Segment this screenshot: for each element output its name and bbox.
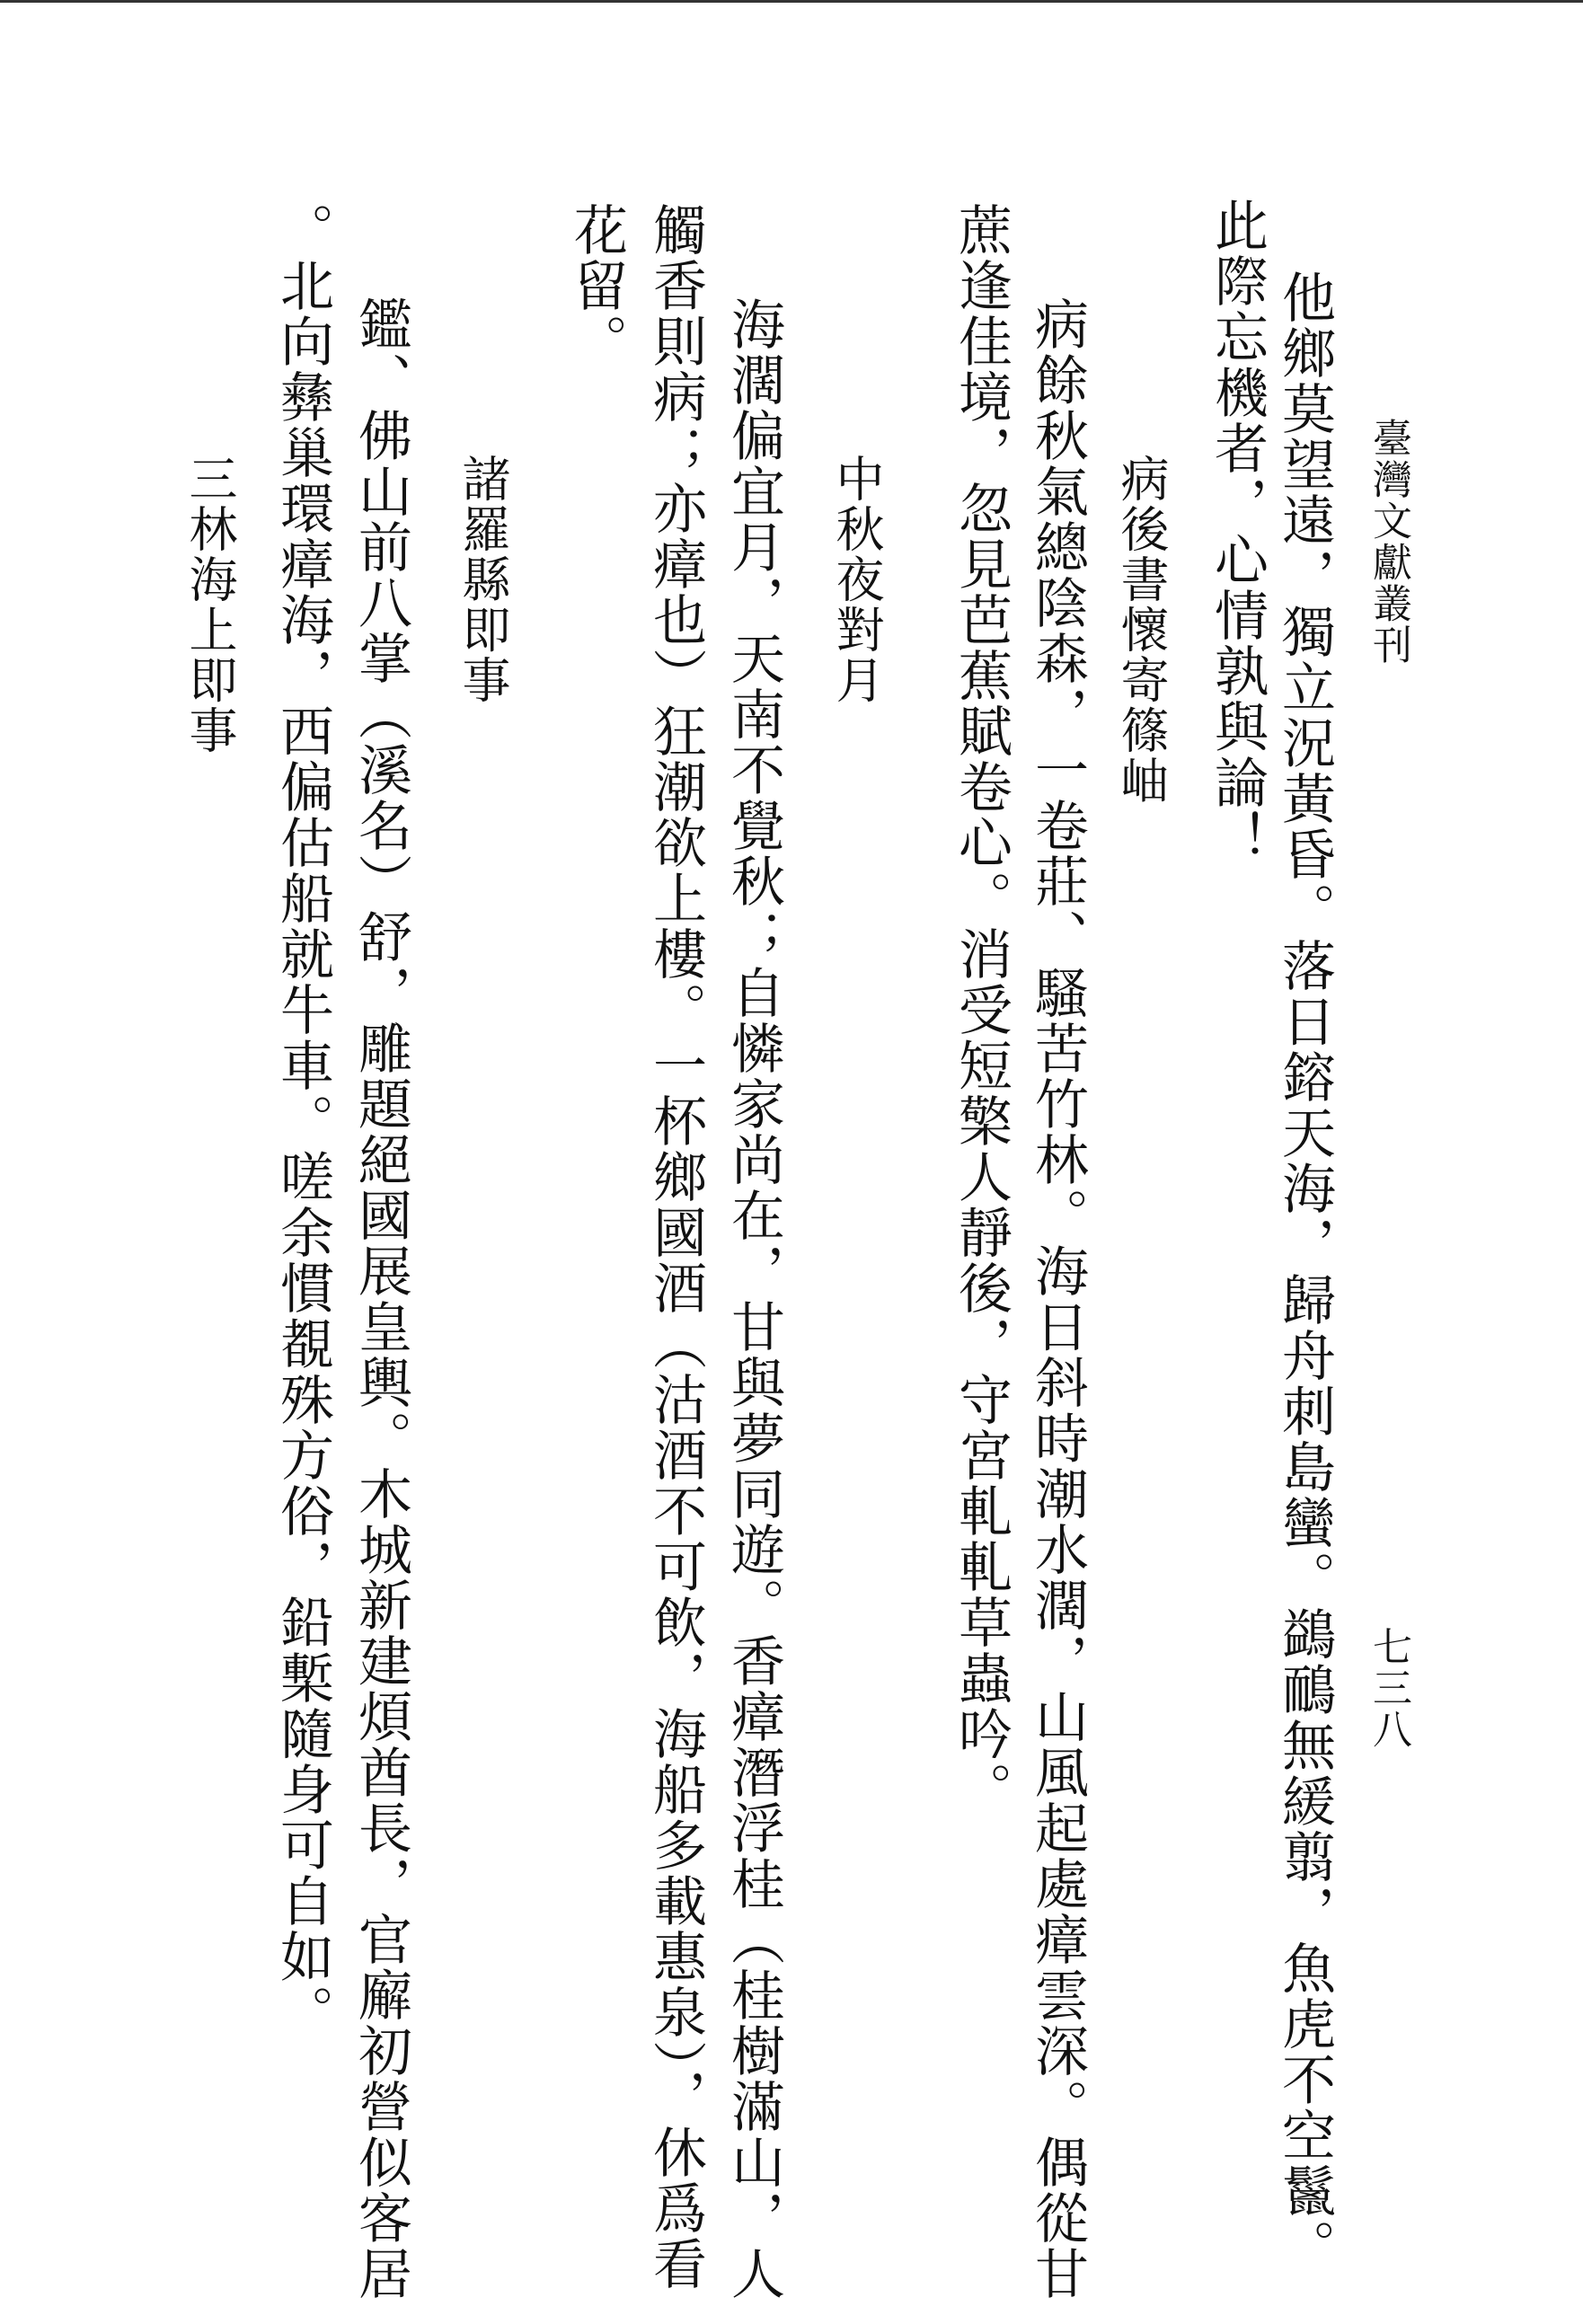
poem-title: 三林海上即事 [181, 454, 238, 756]
poem-line: 此際忘機者，心情孰與論！ [1206, 198, 1269, 866]
poem-line: 海濶偏宜月，天南不覺秋；自憐家尚在，甘與夢同遊。香瘴潛浮桂（桂樹滿山，人 [722, 296, 785, 2302]
poem-title: 病後書懷寄篠岫 [1113, 454, 1170, 806]
top-border-rule [0, 0, 1583, 3]
poem-line: 觸香則病；亦瘴也）狂潮欲上樓。一杯鄉國酒（沽酒不可飲，海船多載惠泉），休爲看 [644, 202, 707, 2292]
poem-line: 花留。 [565, 202, 628, 369]
poem-title: 中秋夜對月 [828, 454, 885, 705]
poem-line: 病餘秋氣總陰森，一卷莊、騷苦竹林。海日斜時潮水濶，山風起處瘴雲深。偶從甘 [1026, 296, 1089, 2302]
poem-line: 。北向彝巢環瘴海，西偏估船就牛車。嗟余慣覩殊方俗，鉛槧隨身可自如。 [271, 202, 334, 2040]
poem-line: 蔗逢佳境，忽見芭蕉賦卷心。消受短檠人靜後，守宮軋軋草蟲吟。 [950, 202, 1013, 1817]
poem-title: 諸羅縣即事 [455, 454, 511, 705]
poem-line: 鑑、佛山前八掌（溪名）舒，雕題絕國展皇輿。木城新建煩酋長，官廨初營似客居 [349, 296, 412, 2302]
page-number: 七三八 [1366, 1626, 1411, 1750]
poem-line: 他鄉莫望遠，獨立況黃昏。落日鎔天海，歸舟刺島蠻。鷁鴯無緩翦，魚虎不空鬣。 [1273, 270, 1336, 2275]
running-head-book-title: 臺灣文獻叢刊 [1366, 418, 1411, 666]
